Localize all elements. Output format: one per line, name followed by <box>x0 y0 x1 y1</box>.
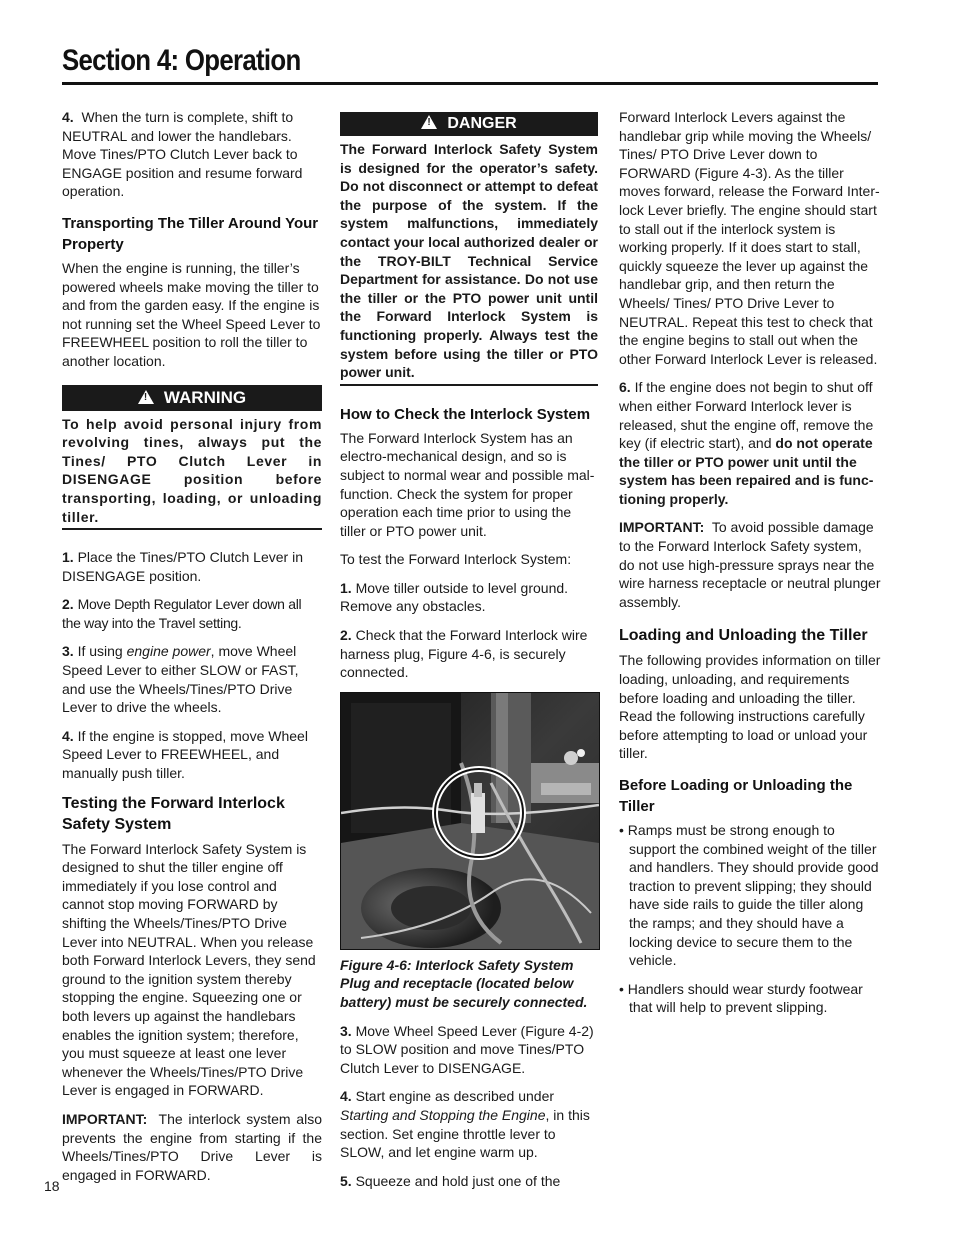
danger-text: The Forward Interlock Safety System is designed for the operator’s safety. Do not disconnect or attempt to defeat the purpose of the system. If the system malfunctions, immediately contact your local authorized dealer or the TROY-BILT Technical Service Department for assistance. Do not use the tiller or the PTO power unit until the Forward Interlock System is functioning properly. Always test the system before using the tiller or PTO power unit. <box>340 140 598 386</box>
step-1: 1. Place the Tines/PTO Clutch Lever in DISENGAGE position. <box>62 549 303 584</box>
test-step-4: 4. Start engine as described under Starting and Stopping the Engine, in this section. Set engine throttle lever to SLOW, and let engine warm up. <box>340 1088 590 1161</box>
column-right <box>619 108 881 1027</box>
important-note-right: IMPORTANT: To avoid possible damage to the Forward Interlock Safety system, do not use high-pressure sprays near the wire harness receptacle or neutral plunger assembly. <box>619 519 881 610</box>
continued-paragraph: Forward Interlock Levers against the handlebar grip while moving the Wheels/ Tines/ PTO Drive Lever down to FORWARD (Figure 4-3). As the tiller moves forward, release the Forward Inter-lock Lever briefly. The engine should start to stall out if the interlock system is working properly. If it does start to stall, quickly squeeze the lever up against the handlebar grip, and then return the Wheels/ Tines/ PTO Drive Lever to NEUTRAL. Repeat this test to check that the engine begins to stall out when the other Forward Interlock Lever is released. <box>619 109 880 367</box>
bullet-ramps: • Ramps must be strong enough to support the combined weight of the tiller and handlers. They should provide good traction to prevent slipping; they should have side rails to guide the tiller along the ramps; and they should have a locking device to secure them to the vehicle. <box>619 822 879 969</box>
column-middle <box>340 108 598 1200</box>
step-2: 2. Move Depth Regulator Lever down all the way into the Travel setting. <box>62 596 302 631</box>
test-step-2: 2. Check that the Forward Interlock wire harness plug, Figure 4-6, is securely connected. <box>340 627 588 681</box>
step-4-turn: 4. When the turn is complete, shift to NEUTRAL and lower the handlebars. Move Tines/PTO Clutch Lever back to ENGAGE position and resume forward operation. <box>62 109 303 200</box>
figure-4-6-photo <box>340 692 600 950</box>
heading-testing: Testing the Forward Interlock Safety System <box>62 794 285 833</box>
column-left <box>62 108 322 1194</box>
step-4: 4. If the engine is stopped, move Wheel Speed Lever to FREEWHEEL, and manually push tiller. <box>62 727 308 782</box>
page-number: 18 <box>44 1178 60 1194</box>
warning-triangle-icon <box>138 390 154 404</box>
important-note-left: IMPORTANT: The interlock system also prevents the engine from starting if the Wheels/Tines/PTO Drive Lever is engaged in FORWARD. <box>62 1110 322 1183</box>
danger-header: !DANGER <box>340 112 598 136</box>
transport-paragraph: When the engine is running, the tiller’s powered wheels make moving the tiller to and from the garden easy. If the engine is not running set the Wheel Speed Lever to FREEWHEEL position to roll the tiller to another location. <box>62 259 321 369</box>
bullet-footwear: • Handlers should wear sturdy footwear that will help to prevent slipping. <box>619 980 863 1016</box>
title-rule <box>62 82 878 85</box>
page-title: Section 4: Operation <box>62 44 301 77</box>
warning-text: To help avoid personal injury from revolving tines, always put the Tines/ PTO Clutch Lever in DISENGAGE position before transporting, loading, or unloading tiller. <box>62 415 322 531</box>
test-step-3: 3. Move Wheel Speed Lever (Figure 4-2) to SLOW position and move Tines/PTO Clutch Lever to DISENGAGE. <box>340 1022 594 1076</box>
heading-transporting: Transporting The Tiller Around Your Property <box>62 214 319 253</box>
test-step-5: 5. Squeeze and hold just one of the <box>340 1172 561 1189</box>
test-step-1: 1. Move tiller outside to level ground. Remove any obstacles. <box>340 579 569 615</box>
loading-paragraph: The following provides information on tiller loading, unloading, and requirements before loading and unloading the tiller. Read the following instructions carefully before attempting to load or unload your tiller. <box>619 652 881 762</box>
testing-paragraph: The Forward Interlock Safety System is designed to shut the tiller engine off immediately if you lose control and cannot stop moving FORWARD by shifting the Wheels/Tines/PTO Drive Lever into NEUTRAL. When you release both Forward Interlock Levers, they send ground to the ignition system thereby stopping the engine. Squeezing one or both levers up against the handlebars enables the ignition system; therefore, you must squeeze at least one lever whenever the Wheels/Tines/PTO Drive Lever is engaged in FORWARD. <box>62 840 316 1099</box>
interlock-plug-photo <box>341 693 599 949</box>
step-3: 3. If using engine power, move Wheel Speed Lever to either SLOW or FAST, and use the Wheels/Tines/PTO Drive Lever to drive the wheels. <box>62 643 299 716</box>
warning-header: !WARNING <box>62 385 322 411</box>
check-paragraph: The Forward Interlock System has an electro-mechanical design, and so is subject to normal wear and possible mal-function. Check the system for proper operation each time prior to using the tiller or PTO power unit. <box>340 429 595 539</box>
danger-box <box>340 112 598 386</box>
warning-box <box>62 385 322 531</box>
test-step-6: 6. If the engine does not begin to shut off when either Forward Interlock lever is released, shut the engine off, remove the key (if electric start), and do not operate the tiller or PTO power unit until the system has been repaired and is func-tioning properly. <box>619 379 874 507</box>
heading-loading: Loading and Unloading the Tiller <box>619 627 868 645</box>
danger-triangle-icon <box>421 115 437 129</box>
figure-caption: Figure 4-6: Interlock Safety System Plug and receptacle (located below battery) must be securely connected. <box>340 956 588 1011</box>
heading-check-interlock: How to Check the Interlock System <box>340 405 591 423</box>
heading-before-loading: Before Loading or Unloading the Tiller <box>619 777 853 815</box>
to-test-paragraph: To test the Forward Interlock System: <box>340 551 572 568</box>
